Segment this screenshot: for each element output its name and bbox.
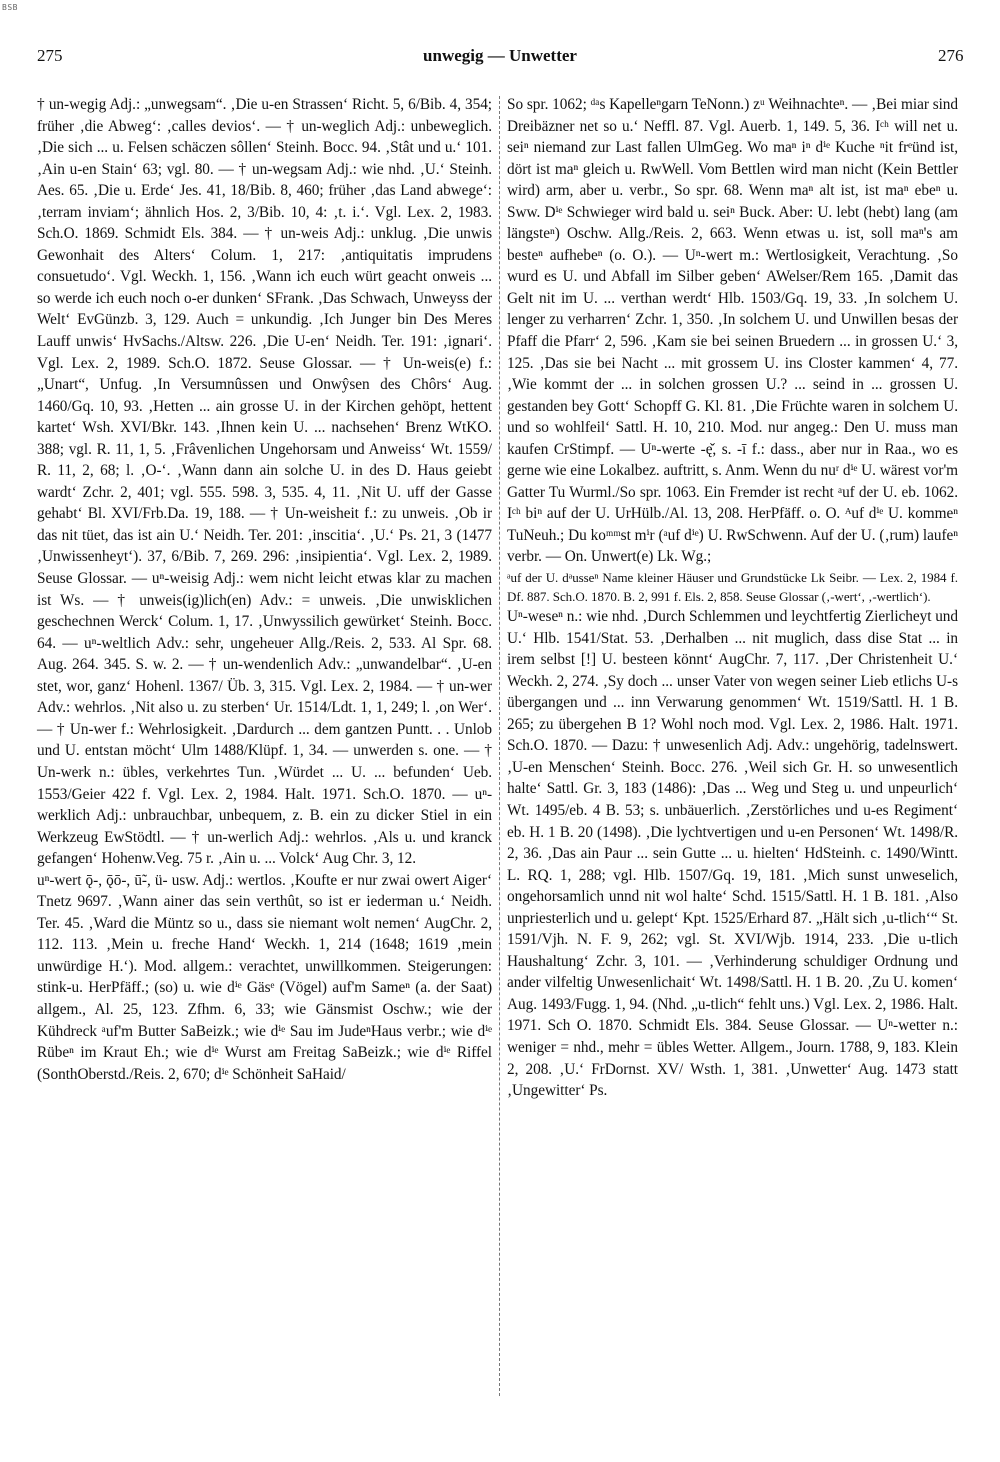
page-number-left: 275 [37, 46, 63, 65]
column-divider [499, 96, 500, 1396]
library-stamp: BSB [2, 3, 18, 12]
running-head: unwegig — Unwetter [423, 46, 577, 65]
entry-unwegig-unwerlich: † un-wegig Adj.: „unwegsam“. ‚Die u-en Strassen‘ Richt. 5, 6/Bib. 4, 354; früher ‚die Abweg‘: ‚calles devios‘. — † un-weglich Adj.: unbeweglich. ‚Die sich ... u. Felsen schäczen sôllen‘ Steinh. Bocc. 94. ‚Stât und u.‘ 101. ‚Ain u-en Stain‘ 63; vgl. 80. — † un-wegsam Adj.: wie nhd. ‚U.‘ Steinh. Aes. 65. ‚Die u. Erde‘ Jes. 41, 18/Bib. 8, 460; früher ‚das Land abwege‘: ‚terram inviam‘; ähnlich Hos. 2, 3/Bib. 10, 4: ‚t. i.‘. Vgl. Lex. 2, 1983. Sch.O. 1869. Schmidt Els. 384. — † un-weis Adj.: unklug. ‚Die unwis Gewonhait des Alters‘ Colum. 1, 217: ‚antiquitatis imprudens consuetudo‘. Vgl. Weckh. 1, 156. ‚Wann ich euch würt geacht onweis ... so werde ich euch noch o-er dunken‘ SFrank. ‚Das Schwach, Unweyss der Welt‘ EvGünzb. 3, 129. Auch = unkundig. ‚Ich Junger bin Des Meres Lauff unwis‘ HvSachs./Altsw. 226. ‚Die U-en‘ Neidh. Ter. 191: ‚ignari‘. Vgl. Lex. 2, 1989. Sch.O. 1872. Seuse Glossar. — † Un-weis(e) f.: „Unart“, Unfug. ‚In Versumnûssen und Onwŷsen des Chôrs‘ Aug. 1460/Gq. 10, 93. ‚Hetten ... ain grosse U. in der Kirchen gehöpt, hettent kartet‘ Wsh. XVI/Bkr. 143. ‚Ihnen kein U. ... nachsehen‘ Brenz WtKO. 388; vgl. R. 11, 1, 5. ‚Frâvenlichen Ungehorsam und Anweiss‘ Wt. 1559/ R. 11, 2, 68; l. ‚O-‘. ‚Wann dann ain solche U. in des D. Haus geiebt wardt‘ Zchr. 2, 401; vgl. 555. 598. 3, 535. 4, 11. ‚Nit U. uff der Gasse gehabt‘ Bl. XVI/Frb.Da. 19, 188. — † Un-weisheit f.: zu unweis. ‚Ob ir das nit tüet, das ist ain U.‘ Neidh. Ter. 201: ‚inscitia‘. ‚U.‘ Ps. 21, 3 (1477 ‚Unwissenheyt‘). 37, 6/Bib. 7, 269. 296: ‚insipientia‘. Vgl. Lex. 2, 1989. Seuse Glossar. — uⁿ-weisig Adj.: wem nicht leicht etwas klar zu machen ist Ws. — † unweis(ig)lich(en) Adv.: = unweis. ‚Die unwisklichen geschechnen Werck‘ Colum. 1, 17. ‚Unwyssilich gewürket‘ Steinh. Bocc. 64. — uⁿ-weltlich Adv.: sehr, ungeheuer Allg./Reis. 2, 533. Al Spr. 68. Aug. 264. 345. S. w. 2. — † un-wendenlich Adv.: „unwandelbar“. ‚U-en stet, wor, ganz‘ Hohenl. 1367/ Üb. 3, 315. Vgl. Lex. 2, 1984. — † un-wer Adv.: wehrlos. ‚Nit also u. zu sterben‘ Ur. 1514/Ldt. 1, 1, 249; l. ‚on Wer‘. — † Un-wer f.: Wehrlosigkeit. ‚Dardurch ... dem gantzen Puntt. . . Unlob und U. entstan möcht‘ Ulm 1488/Klüpf. 1, 34. — unwerden s. one. — † Un-werk n.: übles, verkehrtes Tun. ‚Würdet ... U. ... befunden‘ Ueb. 1553/Geier 422 f. Vgl. Lex. 2, 1984. Halt. 1971. Sch.O. 1870. — uⁿ-werklich Adj.: unbrauchbar, unbequem, z. B. ein zu dicker Stiel in ein Werkzeug EwStödtl. — † un-werlich Adj.: wehrlos. ‚Als u. und kranck gefangen‘ Hohenw.Veg. 75 r. ‚Ain u. ... Volck‘ Aug Chr. 3, 12. [37, 96, 492, 868]
entry-unwert-notes: ᵃuf der U. dᵃusseⁿ Name kleiner Häuser und Grundstücke Lk Seibr. — Lex. 2, 1984 f. Df. 887. Sch.O. 1870. B. 2, 991 f. Els. 2, 858. Seuse Glossar (‚-wert‘, ‚-wertlich‘). [507, 570, 958, 605]
page-number-right: 276 [938, 46, 964, 65]
entry-unwert-continued: So spr. 1062; ᵈᵃs Kapelleⁿgarn TeNonn.) zᵘ Weihnachteⁿ. — ‚Bei miar sind Dreibäzner net so u.‘ Neffl. 87. Vgl. Auerb. 1, 149. 5, 36. Iᶜʰ will net u. seiⁿ niemand zur Last fallen UlmGeg. Wo maⁿ iⁿ dⁱᵉ Kuche ⁿit frᵉünd ist, dört ist maⁿ gleich u. RwWell. Vom Bettlen wird man nicht (Kein Bettler wird) arm, aber u. verbr., So spr. 68. Wenn maⁿ alt ist, ist maⁿ ebeⁿ u. Sww. Dⁱᵉ Schwieger wird bald u. seiⁿ Buck. Aber: U. lebt (hebt) lang (am längsteⁿ) Oschw. Allg./Reis. 2, 663. Wenn etwas u. ist, soll maⁿ's am besteⁿ aufhebeⁿ (o. O.). — Uⁿ-wert m.: Wertlosigkeit, Verachtung. ‚So wurd es U. und Abfall im Silber geben‘ AWelser/Rem 165. ‚Damit das Gelt nit im U. ... verthan werdt‘ Hlb. 1503/Gq. 19, 33. ‚In solchem U. lenger zu verharren‘ Zchr. 1, 350. ‚In solchem U. und Unwillen besas der Pfaff die Pfarr‘ 2, 596. ‚Kam sie bei seinen Bruedern ... in grossen U.‘ 3, 125. ‚Das sie bei Nacht ... mit grossem U. ins Closter kammen‘ 4, 77. ‚Wie kommt der ... in solchen grossen U.? ... seind in ... grossen U. gestanden bey Gott‘ Schopff G. Kl. 81. ‚Die Früchte waren in solchem U. und so wohlfeil‘ Sattl. H. 10, 210. Mod. nur angeg.: Den U. muss man kaufen CrStimpf. — Uⁿ-werte -ę̌, s. -ī f.: dass., aber nur in Raa., wo es gerne wie eine Lokalbez. auftritt, s. Anm. Wenn du nuʳ dⁱᵉ U. wärest vor'm Gatter Tu Wurml./So spr. 1063. Ein Fremder ist recht ᵃuf der U. eb. 1062. Iᶜʰ biⁿ auf der U. UrHülb./Al. 13, 208. HerPfäff. o. O. ᴬuf dⁱᵉ U. kommeⁿ TuNeuh.; Du koᵐᵐst mⁱr (ᵃuf dⁱᵉ) U. RwSchwenn. Auf der U. (‚rum) laufeⁿ verbr. — On. Unwert(e) Lk. Wg.; [507, 96, 958, 566]
entry-unwesen-unwetter: Uⁿ-weseⁿ n.: wie nhd. ‚Durch Schlemmen und leychtfertig Zierlicheyt und U.‘ Hlb. 1541/Stat. 53. ‚Derhalben ... nit mugliᴄh, dass dise Stat ... in irem selbst [!] U. besteen könnt‘ AugChr. 7, 117. ‚Der Christenheit U.‘ Weckh. 2, 274. ‚Sy doch ... unser Vater von wegen seiner Lieb etlichs U-s übergangen und ... inn Verwarung genommen‘ Wt. 1519/Sattl. H. 1 B. 265; zu übergehen B 1? Wohl noch mod. Vgl. Lex. 2, 1986. Halt. 1971. Sch.O. 1870. — Dazu: † unwesenlich Adj. Adv.: ungehörig, tadelnswert. ‚U-en Menschen‘ Steinh. Bocc. 276. ‚Weil sich Gr. H. so unwesentlich halte‘ Sattl. Gr. 3, 183 (1486): ‚Das ... Weg und Steg u. und unpeurlich‘ Wt. 1495/eb. 4 B. 53; s. unbäuerlich. ‚Zerstörliches und u-es Regiment‘ eb. H. 1 B. 20 (1498). ‚Die lychtvertigen und u-en Personen‘ Wt. 1498/R. 2, 36. ‚Das ain Paur ... sein Gutte ... u. hielten‘ HdSteinh. c. 1490/Wintt. L. RQ. 1, 288; vgl. Hlb. 1507/Gq. 19, 181. ‚Mich sunst unweselich, ongehorsamlich unnd nit wol halte‘ Schd. 1515/Sattl. H. 1 B. 181. ‚Also unpriesterlich und u. gelept‘ Kpt. 1525/Erhard 87. „Hält sich ‚u-tlich‘“ St. 1591/Vjh. N. F. 9, 262; vgl. St. XVI/Wjb. 1914, 233. ‚Die u-tlich Haushaltung‘ Zchr. 3, 101. — ‚Verhinderung schuldiger Ordnung und ander vilfeltig Unwesenlichait‘ Wt. 1498/Sattl. H. 1 B. 20. ‚Zu U. komen‘ Aug. 1493/Fugg. 1, 94. (Nhd. „u-tlich“ fehlt uns.) Vgl. Lex. 2, 1986. Halt. 1971. Sch O. 1870. Schmidt Els. 384. Seuse Glossar. — Uⁿ-wetter n.: weniger = nhd., mehr = übles Wetter. Allgem., Journ. 1788, 9, 183. Klein 2, 208. ‚U.‘ FrDornst. XV/ Wsth. 1, 381. ‚Unwetter‘ Aug. 1473 statt ‚Ungewitter‘ Ps. [507, 608, 958, 1100]
right-column [507, 94, 958, 1102]
entry-unwert: uⁿ-wert ǭ-, ǭō-, ū̃-, ü- usw. Adj.: wertlos. ‚Koufte er nur zwai owert Aiger‘ Tnetz 9697. ‚Wann ainer das sein verthût, so ist er iederman u.‘ Neidh. Ter. 45. ‚Ward die Müntz so u., dass sie niemant wolt nemen‘ AugChr. 2, 112. 113. ‚Mein u. freche Hand‘ Weckh. 1, 214 (1648; 1619 ‚mein unwürdige H.‘). Mod. allgem.: verachtet, unwillkommen. Steigerungen: stink-u. HerPfäff.; (so) u. wie dⁱᵉ Gäsᵉ (Vögel) auf'm Sameⁿ (a. der Saat) allgem., Al. 25, 123. Zfhm. 6, 33; wie Gänsmist Oschw.; wie der Kühdreck ᵃuf'm Butter SaBeizk.; wie dⁱᵉ Sau im JudeⁿHaus verbr.; wie dⁱᵉ Rübeⁿ im Kraut Eh.; wie dⁱᵉ Wurst am Freitag SaBeizk.; wie dⁱᵉ Riffel (SonthOberstd./Reis. 2, 670; dⁱᵉ Schönheit SaHaid/ [37, 871, 492, 1083]
left-column [37, 94, 492, 1085]
